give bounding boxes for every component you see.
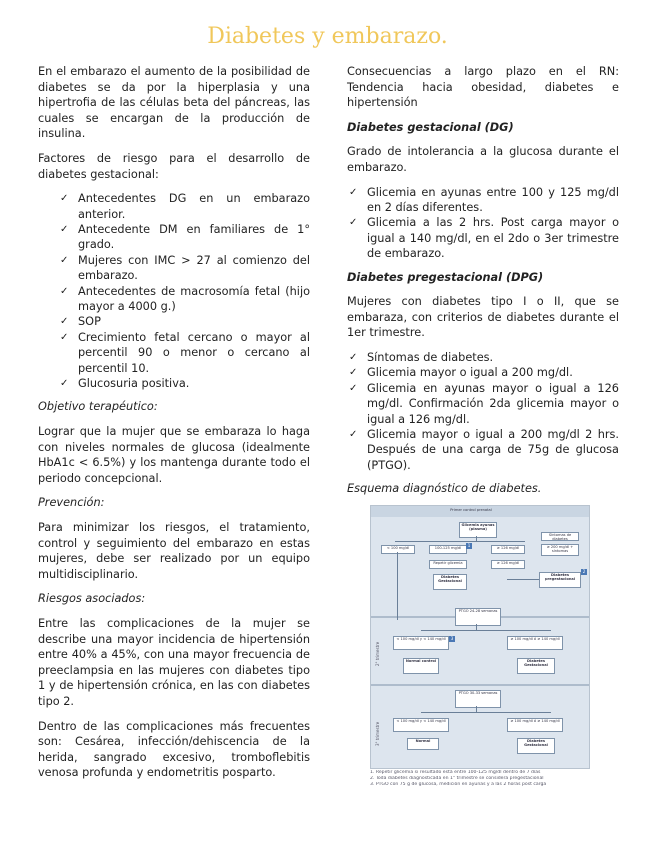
flowchart-notes	[370, 770, 592, 787]
normal-box: Normal control	[403, 658, 439, 674]
risks-paragraph-2: Dentro de las complicaciones más frecuentes son: Cesárea, infección/dehiscencia de la herida, sangrado excesivo, tromboflebitis venosa profunda y endometritis posparto.	[38, 719, 310, 780]
list-item: ✓ Glicemia mayor o igual a 200 mg/dl.	[347, 365, 619, 380]
note-badge-icon: 3	[450, 636, 454, 641]
diagram-heading: Esquema diagnóstico de diabetes.	[347, 482, 542, 496]
branch-box: ≥ 200 mg/dl + síntomas	[541, 544, 579, 556]
connector	[421, 630, 551, 631]
dg-paragraph: Grado de intolerancia a la glucosa durante el embarazo.	[347, 145, 619, 174]
connector	[397, 552, 398, 620]
intro-paragraph: En el embarazo el aumento de la posibilidad de diabetes se da por la hiperplasia y una hipertrofia de las células beta del páncreas, las cuales se encargan de la producción de insulina.	[38, 65, 310, 141]
connector	[421, 712, 551, 713]
list-item: ✓ Glicemia mayor o igual a 200 mg/dl 2 hrs. Después de una carga de 75g de glucosa (PTGO).	[347, 427, 619, 473]
right-column	[347, 64, 619, 506]
objective-paragraph: Lograr que la mujer que se embaraza lo haga con niveles normales de glucosa (idealmente HbA1c < 6.5%) y los mantenga durante todo el periodo concepcional.	[38, 425, 310, 485]
list-item: ✓ Antecedentes DG en un embarazo anterior.	[38, 191, 310, 222]
dpg-criteria-list	[347, 350, 619, 473]
list-item: ✓ Glicemia a las 2 hrs. Post carga mayor o igual a 140 mg/dl, en el 2do o 3er trimestre de embarazo.	[347, 215, 619, 261]
list-item: ✓ Glucosuria positiva.	[38, 376, 310, 391]
dg-result-box: Diabetes Gestacional	[517, 738, 555, 754]
list-item: ✓ Glicemia en ayunas entre 100 y 125 mg/dl en 2 días diferentes.	[347, 185, 619, 216]
dpg-heading: Diabetes pregestacional (DPG)	[347, 270, 544, 284]
risk-factors-list	[38, 191, 310, 391]
trimester-3-label: 3° trimestre	[375, 721, 380, 746]
symptoms-box: Síntomas de diabetes	[541, 532, 579, 541]
dpg-box: Diabetes pregestacional	[539, 572, 581, 588]
branch-box: 100-125 mg/dl	[429, 545, 467, 554]
glicemia-box	[459, 522, 497, 538]
trimester-2-label: 2° trimestre	[375, 641, 380, 666]
note-line: 1. Repetir glicemia si resultado está entre 100-125 mg/dl dentro de 7 días	[370, 770, 541, 775]
result-box: ≥ 100 mg/dl ó ≥ 140 mg/dl	[507, 718, 563, 732]
list-item: ✓ Antecedente DM en familiares de 1° grado.	[38, 222, 310, 253]
connector	[476, 706, 477, 712]
branch-box: ≥ 126 mg/dl	[491, 560, 525, 569]
glicemia-label: Glicemia ayunas	[461, 523, 495, 527]
dg-criteria-list	[347, 185, 619, 262]
result-box: < 100 mg/dl y < 140 mg/dl	[393, 636, 449, 650]
diagnostic-flowchart	[370, 505, 590, 769]
connector	[395, 541, 525, 542]
normal-box: Normal	[407, 738, 439, 750]
list-item: ✓ SOP	[38, 314, 310, 329]
dg-heading: Diabetes gestacional (DG)	[347, 120, 514, 134]
branch-box: < 100 mg/dl	[381, 545, 415, 554]
connector	[476, 536, 477, 541]
branch-box: ≥ 126 mg/dl	[491, 545, 525, 554]
glicemia-sub: (plasma)	[469, 527, 487, 532]
flowchart-header: Primer control prenatal	[450, 508, 492, 512]
connector	[476, 624, 477, 630]
page-title: Diabetes y embarazo.	[207, 24, 448, 49]
consequences-paragraph: Consecuencias a largo plazo en el RN: Tendencia hacia obesidad, diabetes e hipertensión	[347, 65, 619, 110]
divider	[371, 684, 589, 686]
left-column	[38, 64, 310, 790]
risk-factors-intro: Factores de riesgo para el desarrollo de diabetes gestacional:	[38, 151, 310, 181]
connector	[507, 579, 539, 580]
note-badge-icon: 1	[467, 543, 471, 548]
repeat-box: Repetir glicemia	[429, 560, 467, 569]
note-line: 2. Toda diabetes diagnosticada en 1° trimestre se considera pregestacional	[370, 775, 544, 781]
list-item: ✓ Síntomas de diabetes.	[347, 350, 619, 365]
prevention-paragraph: Para minimizar los riesgos, el tratamiento, control y seguimiento del embarazo en estas mujeres, debe ser realizado por un equipo multidisciplinario.	[38, 521, 310, 581]
dg-box: Diabetes Gestacional	[433, 574, 467, 590]
note-badge-icon: 2	[582, 569, 586, 574]
ptgo-box: PTGO 24-28 semanas	[455, 608, 501, 626]
note-line: 3. PTGO con 75 g de glucosa, medición en ayunas y a las 2 horas post carga	[370, 781, 547, 787]
list-item: ✓ Mujeres con IMC > 27 al comienzo del embarazo.	[38, 253, 310, 284]
result-box: ≥ 100 mg/dl ó ≥ 140 mg/dl	[507, 636, 563, 650]
prevention-heading: Prevención:	[38, 496, 105, 510]
result-box: < 100 mg/dl y < 140 mg/dl	[393, 718, 449, 732]
ptgo-box: PTGO 30-33 semanas	[455, 690, 501, 708]
list-item: ✓ Glicemia en ayunas mayor o igual a 126 mg/dl. Confirmación 2da glicemia mayor o igual a 126 mg/dl.	[347, 381, 619, 427]
list-item: ✓ Crecimiento fetal cercano o mayor al percentil 90 o menor o cercano al percentil 10.	[38, 330, 310, 376]
risks-heading: Riesgos asociados:	[38, 592, 146, 606]
objective-heading: Objetivo terapéutico:	[38, 400, 158, 414]
dg-result-box: Diabetes Gestacional	[517, 658, 555, 674]
list-item: ✓ Antecedentes de macrosomía fetal (hijo mayor a 4000 g.)	[38, 284, 310, 315]
risks-paragraph-1: Entre las complicaciones de la mujer se describe una mayor incidencia de hipertensión entre 40% a 45%, con una mayor frecuencia de preeclampsia en las mujeres con diabetes tipo 1 y de hipertensión crónica, en las con diabetes tipo 2.	[38, 616, 310, 708]
dpg-paragraph: Mujeres con diabetes tipo I o II, que se embaraza, con criterios de diabetes durante el 1er trimestre.	[347, 295, 619, 340]
